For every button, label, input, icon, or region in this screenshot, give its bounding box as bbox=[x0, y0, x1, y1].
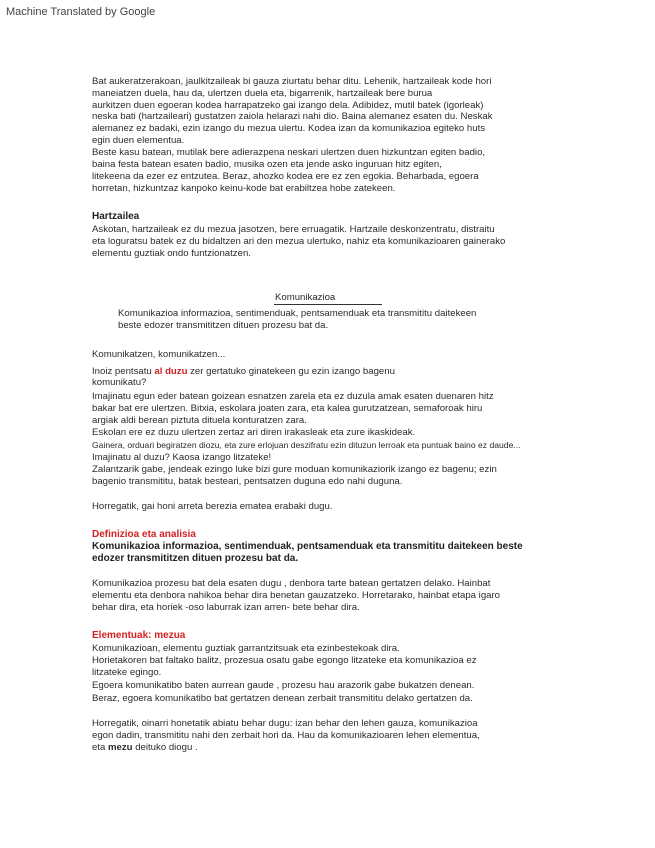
text-line: horretan, hizkuntzaz kanpoko keinu-kode bat erabiltzea hobe zatekeen. bbox=[92, 183, 396, 194]
section-heading-elementuak: Elementuak: mezua bbox=[92, 630, 186, 641]
text-line: egin duen elementua. bbox=[92, 135, 185, 146]
definition-line: Komunikazioa informazioa, sentimenduak, pentsamenduak eta transmititu daitekeen bbox=[118, 308, 477, 319]
text-line: Horietakoren bat faltako balitz, prozesua osatu gabe egongo litzateke eta komunikazioa ez bbox=[92, 655, 477, 666]
text-line: argiak aldi berean piztuta dituela konturatzen zara. bbox=[92, 415, 307, 426]
text-line: Egoera komunikatibo baten aurrean gaude , prozesu hau arazorik gabe bukatzen denean. bbox=[92, 680, 475, 691]
text-line: Eskolan ere ez duzu ulertzen zertaz ari diren irakasleak eta zure ikaskideak. bbox=[92, 427, 416, 438]
text-line: Komunikazioa prozesu bat dela esaten dugu , denbora tarte batean gertatzen delako. Hainbat bbox=[92, 578, 491, 589]
text-line: neska bati (hartzaileari) gustatzen zaiola helarazi nahi dio. Baina alemanez esaten du. Neskak bbox=[92, 111, 493, 122]
definition-title: Komunikazioa bbox=[275, 292, 336, 303]
text-line: alemanez ez badaki, ezin izango du mezua ulertu. Kodea izan da komunikazioa egiteko huts bbox=[92, 123, 486, 134]
text-line: Komunikazioan, elementu guztiak garrantzitsuak eta ezinbestekoak dira. bbox=[92, 643, 400, 654]
section-heading-definizioa: Definizioa eta analisia bbox=[92, 529, 196, 540]
text-line: elementu eta denbora nahikoa behar dira benetan gauzatzeko. Horretarako, hainbat etapa igaro bbox=[92, 590, 501, 601]
text-line: behar dira, eta horiek -oso laburrak izan arren- bete behar dira. bbox=[92, 602, 360, 613]
text-span: deituko diogu . bbox=[132, 742, 198, 753]
section-heading-komunikatzen: Komunikatzen, komunikatzen... bbox=[92, 349, 226, 360]
text-line: Bat aukeratzerakoan, jaulkitzaileak bi gauza ziurtatu behar ditu. Lehenik, hartzaileak kode hori bbox=[92, 76, 492, 87]
text-line: eta loguratsu batek ez du bidaltzen ari den mezua ulertuko, nahiz eta komunikazioaren gainerako bbox=[92, 236, 506, 247]
question-text: zer gertatuko ginatekeen gu ezin izango bagenu bbox=[187, 366, 395, 377]
text-line: bagenio transmititu, batak besteari, pentsatzen duguna edo nahi duguna. bbox=[92, 476, 403, 487]
text-line: bakar bat ere ulertzen. Bitxia, eskolara joaten zara, eta kalea gurutzatzean, semaforoak hiru bbox=[92, 403, 483, 414]
title-underline bbox=[274, 304, 382, 305]
question-highlight: al duzu bbox=[154, 366, 188, 377]
text-line: maneiatzen duela, hau da, ulertzen duela eta, bigarrenik, hartzaileak bere burua bbox=[92, 88, 433, 99]
definition-bold-line: edozer transmititzen dituen prozesu bat da. bbox=[92, 553, 299, 564]
text-span: eta bbox=[92, 742, 109, 753]
definition-line: beste edozer transmititzen dituen prozesu bat da. bbox=[118, 320, 329, 331]
text-line: Horregatik, gai honi arreta berezia ematea erabaki dugu. bbox=[92, 501, 333, 512]
text-line bbox=[92, 742, 198, 753]
question-line: komunikatu? bbox=[92, 377, 147, 388]
text-line-small: Gainera, orduari begiratzen diozu, eta zure erlojuan deszifratu ezin dituzun lerroak eta puntuak baino ez daude... bbox=[92, 440, 521, 450]
text-line: aurkitzen duen egoeran kodea harrapatzeko gai izango dela. Adibidez, mutil batek (igorleak) bbox=[92, 100, 484, 111]
text-line: elementu guztiak ondo funtzionatzen. bbox=[92, 248, 251, 259]
text-line: litekeena da ezer ez entzutea. Beraz, ahozko kodea ere ez zen egokia. Beharbada, egoera bbox=[92, 171, 479, 182]
text-line: Askotan, hartzaileak ez du mezua jasotzen, bere erruagatik. Hartzaile deskonzentratu, distraitu bbox=[92, 224, 495, 235]
machine-translation-banner: Machine Translated by Google bbox=[6, 6, 156, 18]
bold-term: mezu bbox=[108, 742, 133, 753]
section-heading-hartzailea: Hartzailea bbox=[92, 211, 140, 222]
text-line: egon dadin, transmititu nahi den zerbait hori da. Hau da komunikazioaren lehen elementua, bbox=[92, 730, 480, 741]
text-line: Beste kasu batean, mutilak bere adierazpena neskari ulertzen duen hizkuntzan egiten badio, bbox=[92, 147, 486, 158]
text-line: Imajinatu egun eder batean goizean esnatzen zarela eta ez duzula amak esaten duenaren hitz bbox=[92, 391, 494, 402]
text-line: Zalantzarik gabe, jendeak ezingo luke bizi gure moduan komunikaziorik izango ez bagenu; ezin bbox=[92, 464, 497, 475]
question-line bbox=[92, 366, 395, 377]
text-line: Beraz, egoera komunikatibo bat gertatzen denean zerbait transmititu delako gertatzen da. bbox=[92, 693, 473, 704]
text-line: litzateke egingo. bbox=[92, 667, 162, 678]
text-line: baina festa batean esaten badio, musika ozen eta jende asko inguruan hitz egiten, bbox=[92, 159, 442, 170]
definition-bold-line: Komunikazioa informazioa, sentimenduak, pentsamenduak eta transmititu daitekeen beste bbox=[92, 541, 523, 552]
text-line: Imajinatu al duzu? Kaosa izango litzateke! bbox=[92, 452, 272, 463]
question-text: Inoiz pentsatu bbox=[92, 366, 155, 377]
text-line: Horregatik, oinarri honetatik abiatu behar dugu: izan behar den lehen gauza, komunikazioa bbox=[92, 718, 478, 729]
